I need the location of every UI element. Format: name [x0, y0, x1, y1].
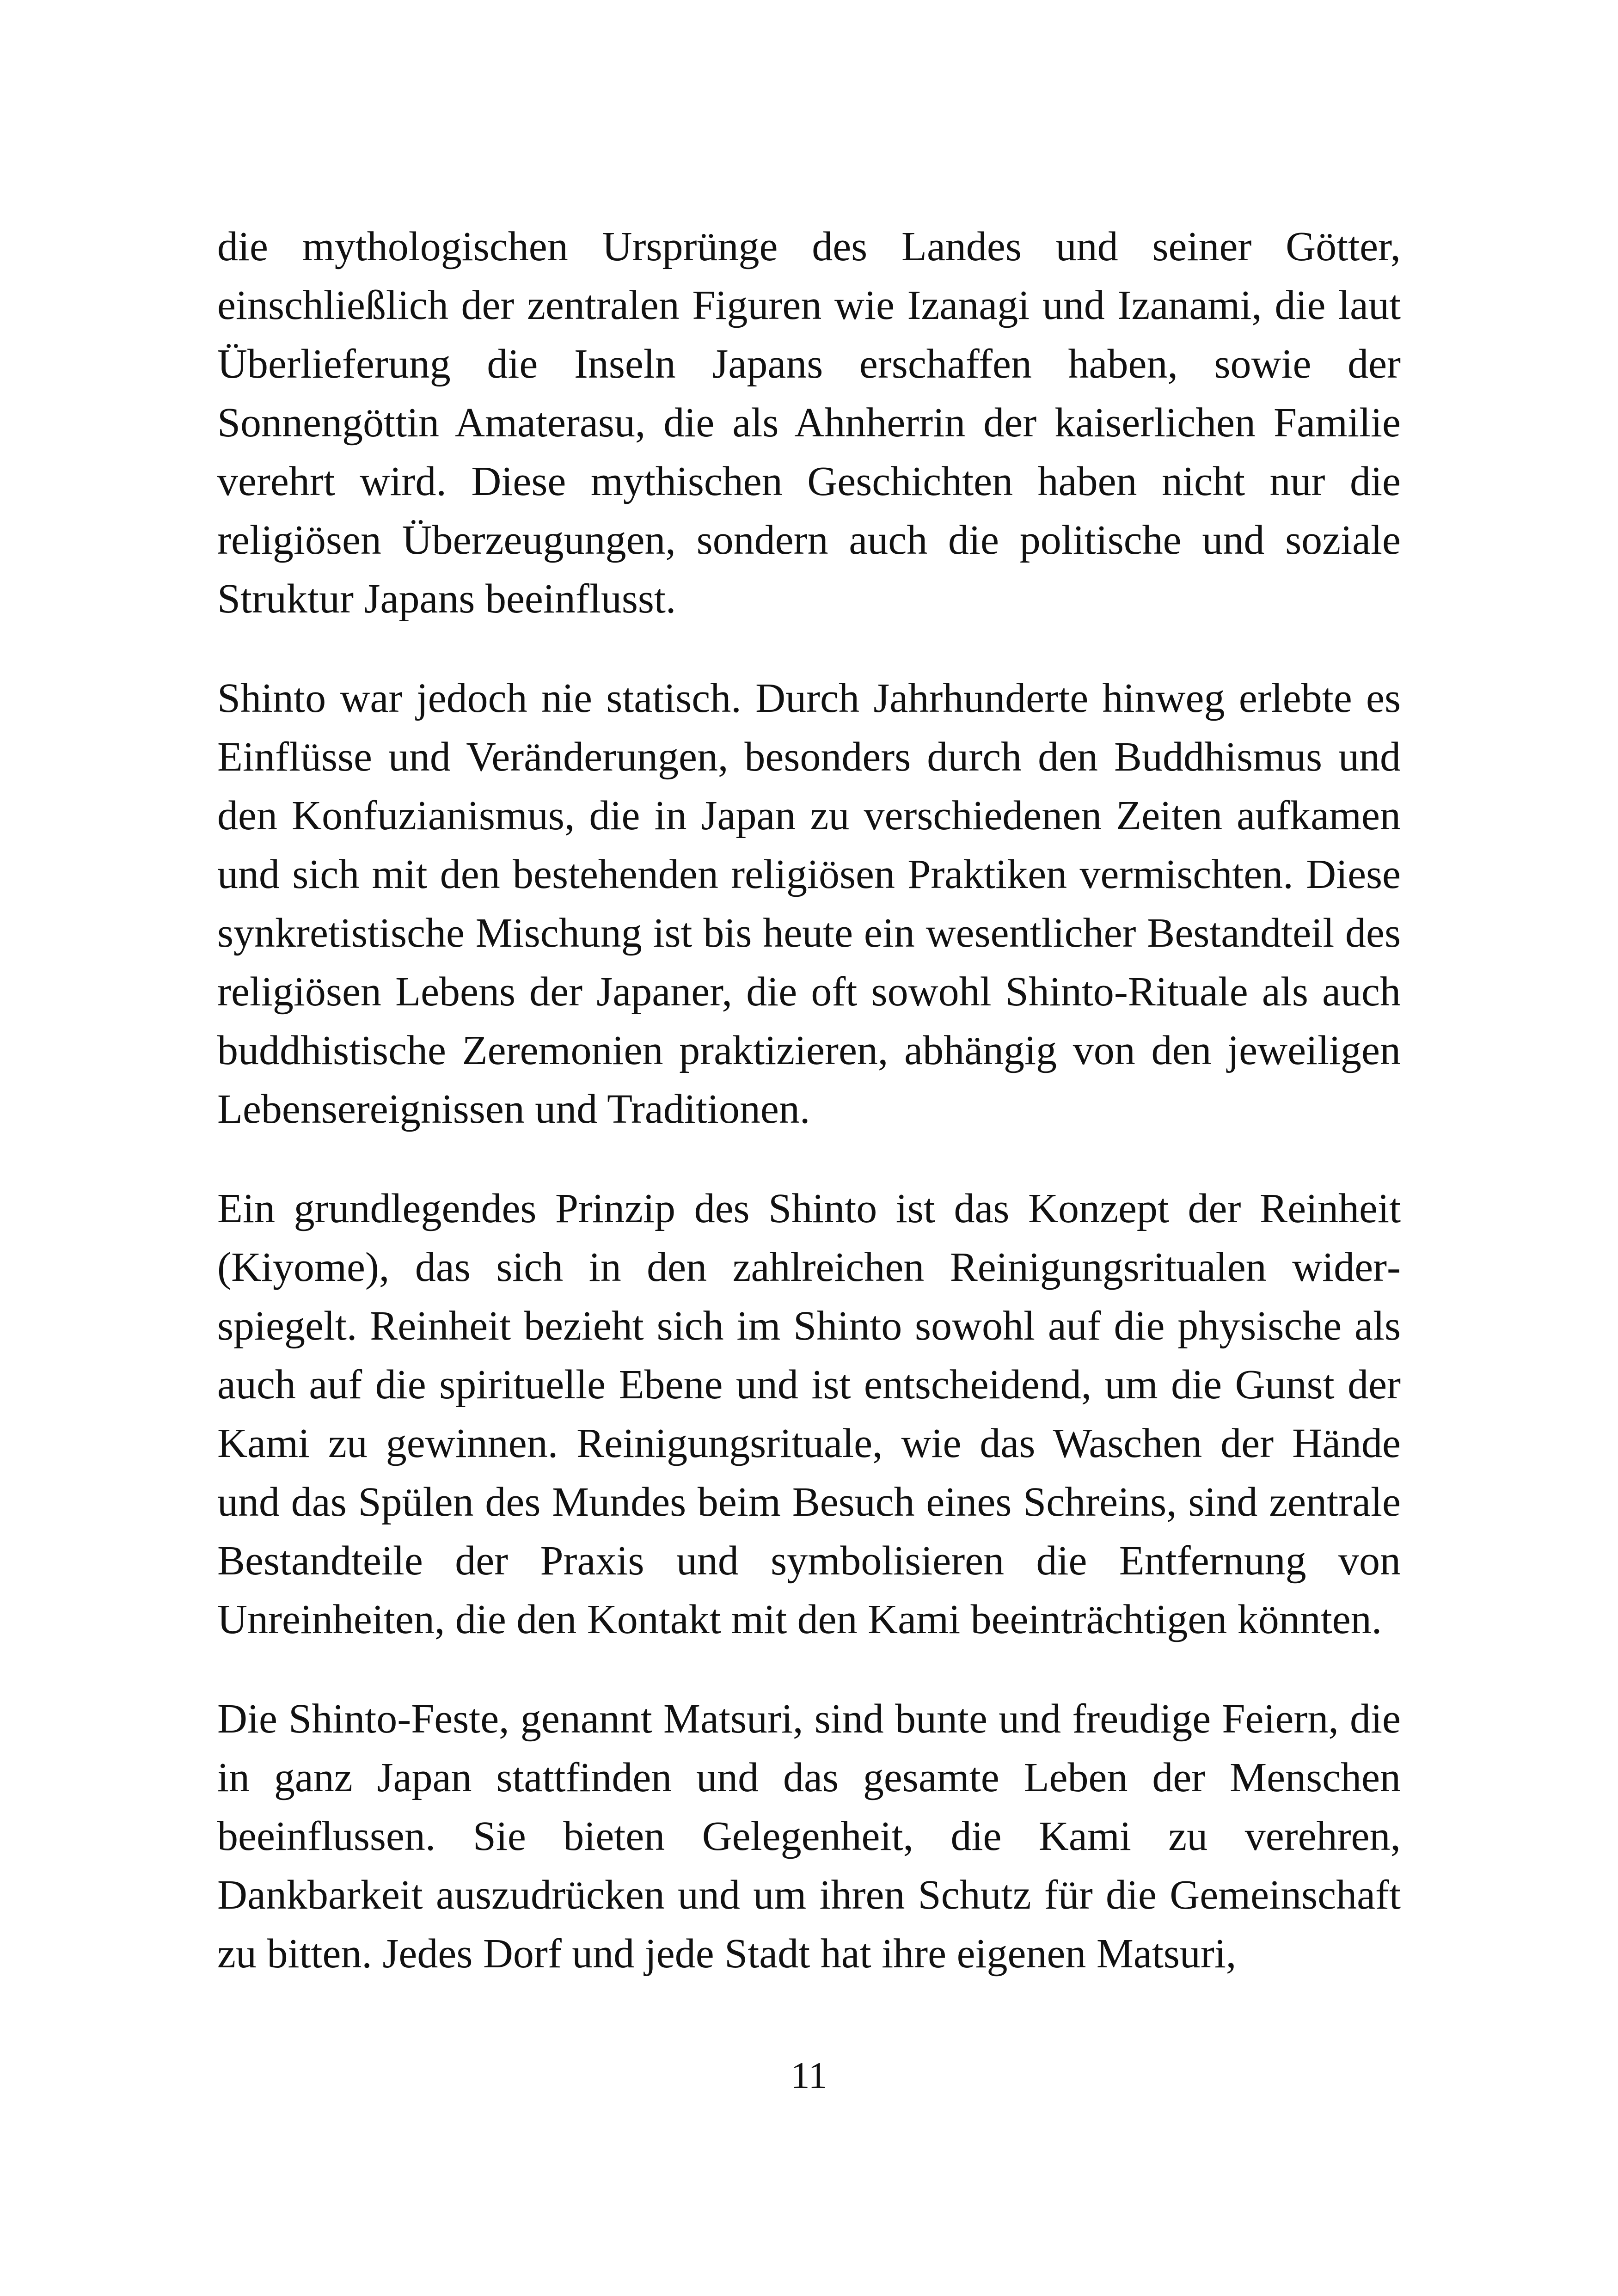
paragraph-3: Ein grundlegendes Prinzip des Shinto ist das Konzept der Reinheit (Kiyome), das sich in den zahlreichen Reinigungsritualen widerspiegelt. Reinheit bezieht sich im Shinto sowohl auf die physische als auch auf die spirituelle Ebene und ist entscheidend, um die Gunst der Kami zu gewinnen. Reinigungsrituale, wie das Waschen der Hände und das Spülen des Mundes beim Besuch eines Schreins, sind zentrale Bestandteile der Praxis und symbolisieren die Entfernung von Unreinheiten, die den Kontakt mit den Kami beeinträchtigen könnten. — [217, 1186, 1401, 1642]
paragraph-2: Shinto war jedoch nie statisch. Durch Jahrhunderte hinweg erlebte es Einflüsse und Veränderungen, besonders durch den Buddhismus und den Konfuzianismus, die in Japan zu verschiedenen Zeiten aufkamen und sich mit den bestehenden religiösen Praktiken vermischten. Diese synkretistische Mischung ist bis heute ein wesentlicher Bestandteil des religiösen Lebens der Japaner, die oft sowohl Shinto-Rituale als auch buddhistische Zeremonien praktizieren, abhängig von den jeweiligen Lebensereignissen und Traditionen. — [217, 675, 1401, 1132]
page-number: 11 — [791, 2054, 827, 2096]
paragraph-4: Die Shinto-Feste, genannt Matsuri, sind bunte und freudige Feiern, die in ganz Japan stattfinden und das gesamte Leben der Menschen beeinflussen. Sie bieten Gelegenheit, die Kami zu verehren, Dankbarkeit auszudrücken und um ihren Schutz für die Gemeinschaft zu bitten. Jedes Dorf und jede Stadt hat ihre eigenen Matsuri, — [217, 1696, 1401, 1977]
body-text — [217, 217, 1401, 2024]
paragraph-1: die mythologischen Ursprünge des Landes und seiner Götter, einschließlich der zentralen Figuren wie Izanagi und Izanami, die laut Überlieferung die Inseln Japans erschaffen haben, sowie der Sonnengöttin Amaterasu, die als Ahnherrin der kaiserlichen Familie verehrt wird. Diese mythischen Geschichten haben nicht nur die religiösen Überzeugungen, sondern auch die politische und soziale Struktur Japans beeinflusst. — [217, 224, 1401, 622]
